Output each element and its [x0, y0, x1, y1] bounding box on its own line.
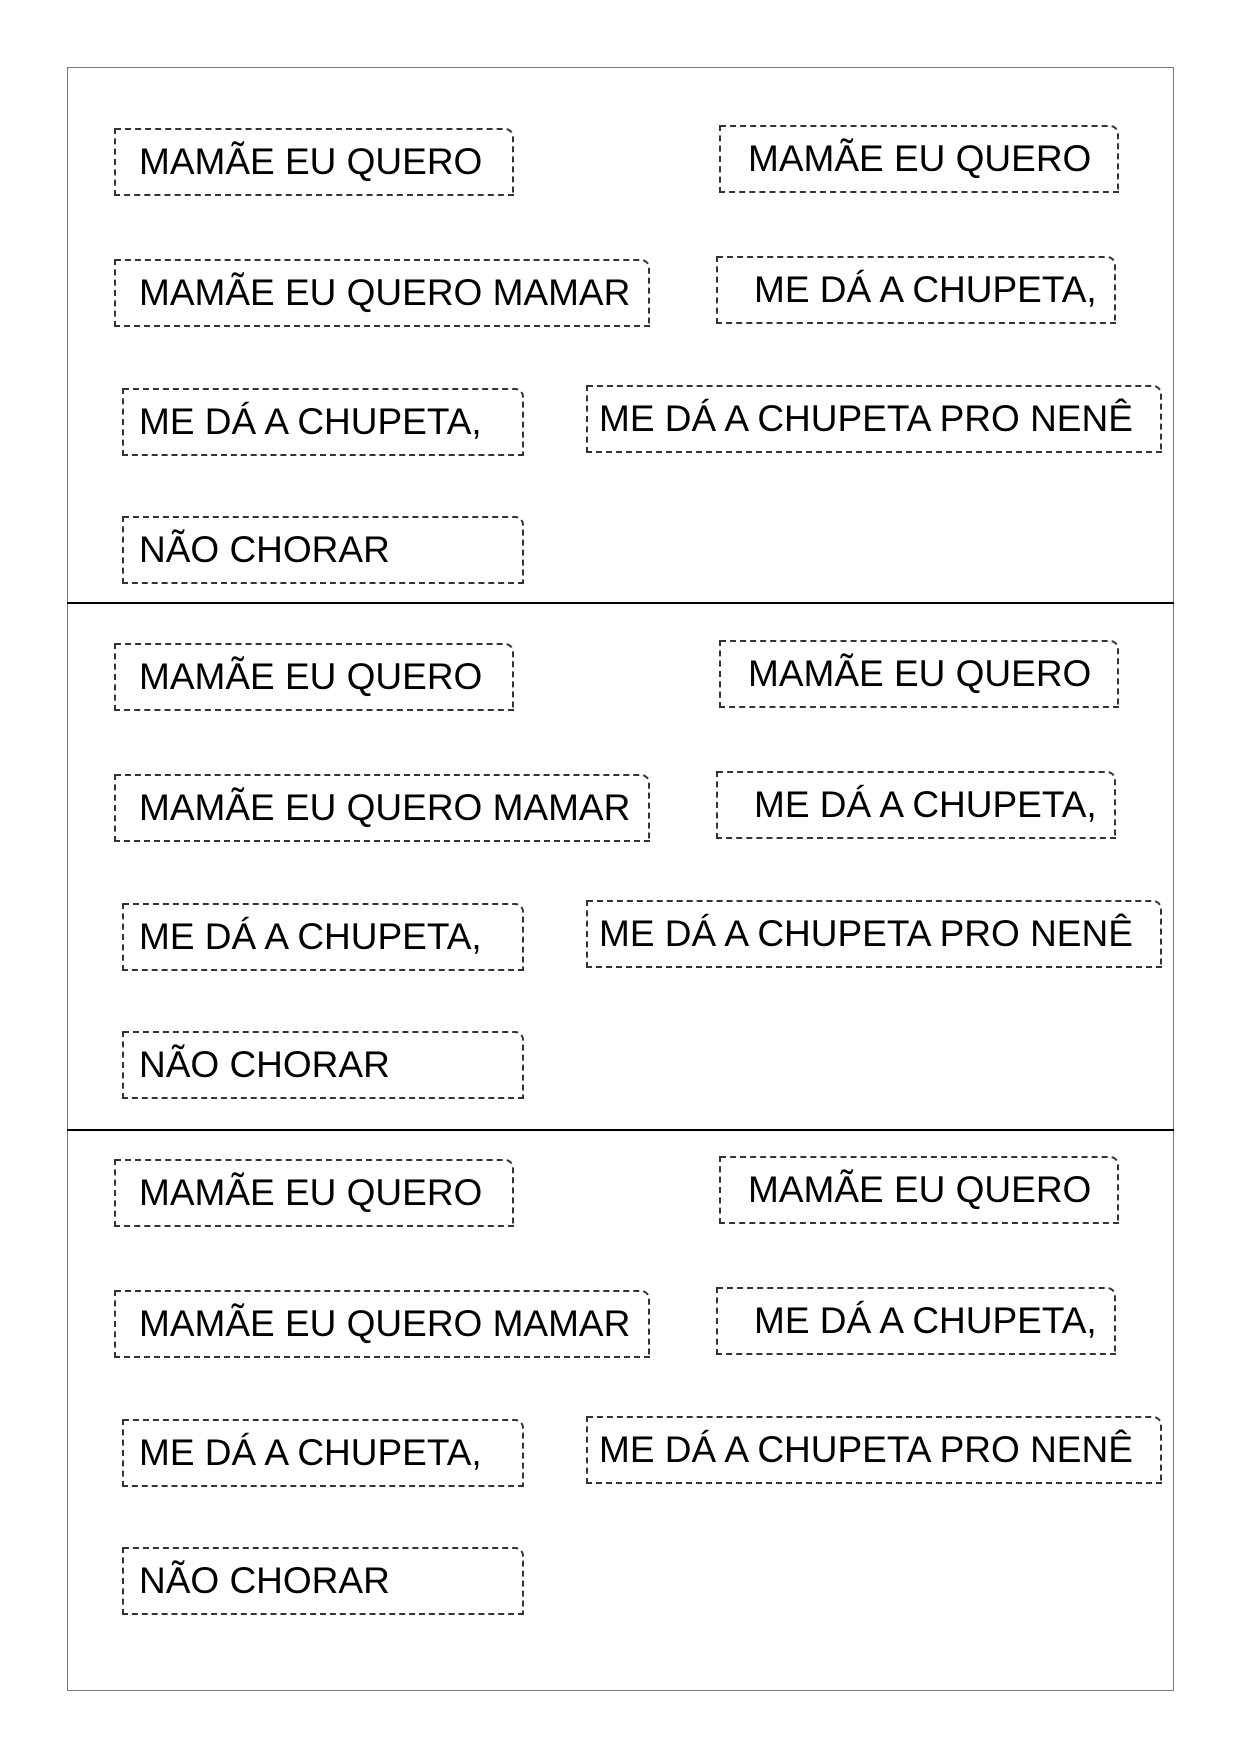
phrase-text: ME DÁ A CHUPETA PRO NENÊ — [599, 398, 1133, 439]
phrase-text: MAMÃE EU QUERO — [748, 1169, 1092, 1210]
phrase-text: MAMÃE EU QUERO MAMAR — [139, 272, 631, 313]
phrase-strip — [122, 903, 524, 971]
phrase-strip — [114, 1159, 514, 1227]
phrase-strip — [122, 1419, 524, 1487]
phrase-strip — [114, 1290, 650, 1358]
phrase-strip — [719, 1156, 1119, 1224]
phrase-strip — [716, 256, 1116, 324]
phrase-text: MAMÃE EU QUERO — [748, 138, 1092, 179]
phrase-strip — [122, 1547, 524, 1615]
phrase-text: ME DÁ A CHUPETA, — [139, 916, 482, 957]
phrase-strip — [716, 771, 1116, 839]
phrase-text: ME DÁ A CHUPETA, — [139, 1432, 482, 1473]
phrase-text: ME DÁ A CHUPETA PRO NENÊ — [599, 1429, 1133, 1470]
phrase-strip — [122, 516, 524, 584]
cutout-section-1 — [67, 67, 1174, 593]
phrase-strip — [122, 1031, 524, 1099]
phrase-text: NÃO CHORAR — [139, 529, 390, 570]
phrase-text: ME DÁ A CHUPETA, — [754, 269, 1097, 310]
phrase-strip — [122, 388, 524, 456]
phrase-text: ME DÁ A CHUPETA, — [139, 401, 482, 442]
phrase-text: MAMÃE EU QUERO — [139, 656, 483, 697]
phrase-text: ME DÁ A CHUPETA PRO NENÊ — [599, 913, 1133, 954]
cutout-section-3 — [67, 1098, 1174, 1624]
phrase-strip — [114, 259, 650, 327]
phrase-text: MAMÃE EU QUERO MAMAR — [139, 787, 631, 828]
phrase-text: MAMÃE EU QUERO — [748, 653, 1092, 694]
phrase-strip — [114, 128, 514, 196]
phrase-text: ME DÁ A CHUPETA, — [754, 784, 1097, 825]
phrase-text: MAMÃE EU QUERO MAMAR — [139, 1303, 631, 1344]
phrase-strip — [719, 640, 1119, 708]
phrase-strip — [719, 125, 1119, 193]
phrase-strip — [716, 1287, 1116, 1355]
phrase-text: ME DÁ A CHUPETA, — [754, 1300, 1097, 1341]
cutout-section-2 — [67, 582, 1174, 1108]
phrase-strip — [114, 774, 650, 842]
phrase-strip — [586, 385, 1162, 453]
phrase-text: MAMÃE EU QUERO — [139, 141, 483, 182]
phrase-text: MAMÃE EU QUERO — [139, 1172, 483, 1213]
phrase-text: NÃO CHORAR — [139, 1560, 390, 1601]
phrase-strip — [114, 643, 514, 711]
phrase-strip — [586, 1416, 1162, 1484]
phrase-strip — [586, 900, 1162, 968]
phrase-text: NÃO CHORAR — [139, 1044, 390, 1085]
